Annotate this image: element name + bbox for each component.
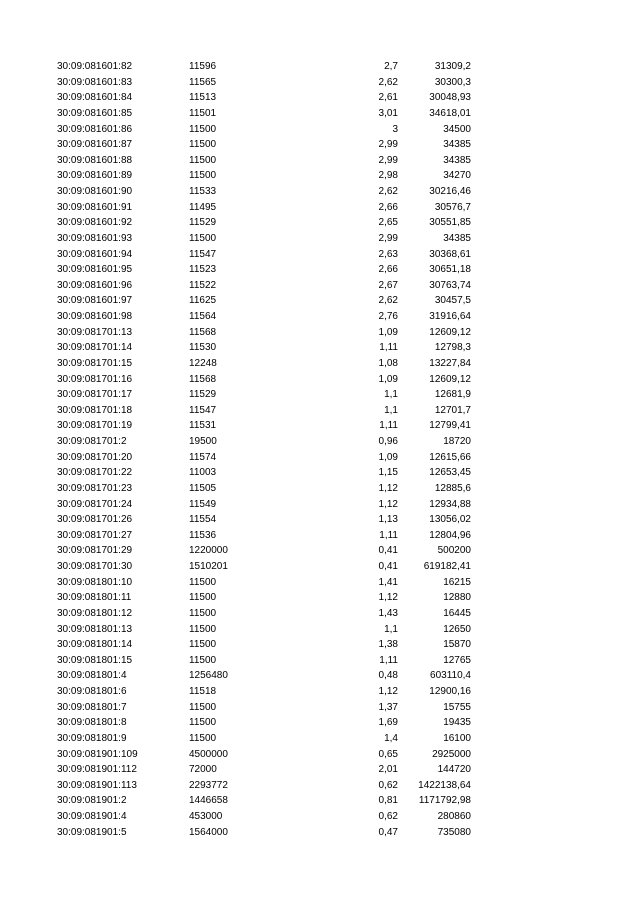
value-cell: 11500 (189, 592, 217, 604)
table-row (57, 215, 471, 231)
amount-cell: 144720 (437, 764, 471, 776)
value-cell: 11531 (189, 420, 217, 432)
cadastral-number-cell: 30:09:081701:22 (57, 467, 133, 479)
table-row (57, 90, 471, 106)
rate-cell: 1,11 (379, 342, 398, 354)
table-row (57, 122, 471, 138)
value-cell: 11574 (189, 451, 217, 463)
value-cell: 11500 (189, 654, 217, 666)
table-row (57, 106, 471, 122)
value-cell: 11518 (189, 686, 217, 697)
amount-cell: 12885,6 (434, 482, 471, 494)
cadastral-number-cell: 30:09:081601:84 (57, 92, 133, 104)
table-row (57, 434, 471, 450)
table-row (57, 653, 471, 669)
rate-cell: 1,1 (384, 404, 398, 416)
table-row (57, 512, 471, 528)
cadastral-number-cell: 30:09:081701:29 (57, 545, 133, 557)
rate-cell: 0,62 (378, 779, 398, 791)
rate-cell: 2,01 (378, 764, 398, 776)
cadastral-number-cell: 30:09:081801:4 (57, 670, 127, 682)
rate-cell: 3,01 (378, 107, 398, 119)
table-row (57, 497, 471, 513)
amount-cell: 280860 (437, 811, 471, 822)
cadastral-number-cell: 30:09:081601:96 (57, 279, 133, 291)
table-row (57, 59, 471, 75)
value-cell: 11547 (189, 404, 217, 416)
rate-cell: 1,12 (378, 482, 398, 494)
value-cell: 11500 (189, 607, 217, 619)
rate-cell: 1,11 (379, 654, 398, 666)
amount-cell: 1171792,98 (418, 795, 471, 807)
value-cell: 11500 (189, 139, 217, 151)
value-cell: 11500 (189, 717, 217, 729)
amount-cell: 34385 (443, 139, 471, 151)
table-row (57, 247, 471, 263)
cadastral-number-cell: 30:09:081601:88 (57, 154, 133, 166)
amount-cell: 34270 (443, 170, 471, 182)
value-cell: 11505 (189, 482, 217, 494)
value-cell: 453000 (189, 811, 223, 822)
amount-cell: 30651,18 (429, 264, 471, 276)
rate-cell: 2,62 (378, 186, 398, 197)
rate-cell: 1,12 (378, 686, 398, 697)
cadastral-number-cell: 30:09:081701:2 (57, 436, 127, 447)
cadastral-number-cell: 30:09:081801:9 (57, 732, 127, 744)
table-row (57, 356, 471, 372)
rate-cell: 0,96 (378, 436, 398, 447)
value-cell: 11596 (189, 61, 217, 72)
amount-cell: 13227,84 (429, 357, 471, 369)
cadastral-number-cell: 30:09:081601:98 (57, 311, 133, 322)
value-cell: 11500 (189, 576, 217, 588)
table-row (57, 590, 471, 606)
table-row (57, 372, 471, 388)
rate-cell: 2,66 (378, 201, 398, 213)
value-cell: 11495 (189, 201, 217, 213)
value-cell: 11568 (189, 326, 217, 338)
amount-cell: 30576,7 (434, 201, 471, 213)
cadastral-number-cell: 30:09:081701:20 (57, 451, 133, 463)
table-row (57, 325, 471, 341)
amount-cell: 30216,46 (429, 186, 471, 197)
amount-cell: 30300,3 (434, 76, 471, 88)
rate-cell: 1,38 (378, 639, 398, 651)
value-cell: 11549 (189, 498, 217, 510)
cadastral-number-cell: 30:09:081801:11 (57, 592, 132, 604)
rate-cell: 0,48 (378, 670, 398, 682)
value-cell: 2293772 (189, 779, 228, 791)
rate-cell: 2,98 (378, 170, 398, 182)
amount-cell: 735080 (437, 826, 471, 838)
rate-cell: 2,66 (378, 264, 398, 276)
value-cell: 11500 (189, 154, 217, 166)
cadastral-number-cell: 30:09:081701:19 (57, 420, 133, 432)
cadastral-number-cell: 30:09:081801:13 (57, 623, 133, 635)
value-cell: 11500 (189, 732, 217, 744)
rate-cell: 1,69 (378, 717, 398, 729)
value-cell: 11500 (189, 123, 217, 135)
cadastral-number-cell: 30:09:081601:82 (57, 61, 133, 72)
rate-cell: 2,7 (384, 61, 398, 72)
cadastral-number-cell: 30:09:081901:2 (57, 795, 127, 807)
value-cell: 11500 (189, 639, 217, 651)
rate-cell: 1,12 (378, 592, 398, 604)
table-row (57, 575, 471, 591)
cadastral-number-cell: 30:09:081601:89 (57, 170, 133, 182)
rate-cell: 1,1 (384, 623, 398, 635)
amount-cell: 16215 (443, 576, 471, 588)
value-cell: 1510201 (189, 561, 228, 572)
amount-cell: 12650 (443, 623, 471, 635)
value-cell: 4500000 (189, 748, 228, 760)
rate-cell: 1,09 (378, 326, 398, 338)
rate-cell: 0,62 (378, 811, 398, 822)
amount-cell: 18720 (443, 436, 471, 447)
table-row (57, 200, 471, 216)
amount-cell: 12653,45 (429, 467, 471, 479)
table-row (57, 262, 471, 278)
table-row (57, 293, 471, 309)
cadastral-number-cell: 30:09:081901:4 (57, 811, 127, 822)
cadastral-number-cell: 30:09:081601:86 (57, 123, 133, 135)
amount-cell: 31309,2 (434, 61, 471, 72)
cadastral-number-cell: 30:09:081901:109 (57, 748, 138, 760)
value-cell: 11564 (189, 311, 217, 322)
table-row (57, 684, 471, 700)
table-row (57, 340, 471, 356)
amount-cell: 19435 (443, 717, 471, 729)
table-row (57, 309, 471, 325)
rate-cell: 2,67 (378, 279, 398, 291)
rate-cell: 0,47 (378, 826, 398, 838)
table-row (57, 418, 471, 434)
amount-cell: 2925000 (432, 748, 471, 760)
amount-cell: 30763,74 (429, 279, 471, 291)
rate-cell: 2,99 (378, 232, 398, 244)
amount-cell: 500200 (437, 545, 471, 557)
value-cell: 11500 (189, 701, 217, 713)
value-cell: 11625 (189, 295, 217, 307)
rate-cell: 1,11 (379, 420, 398, 432)
cadastral-number-cell: 30:09:081601:87 (57, 139, 133, 151)
amount-cell: 13056,02 (429, 514, 471, 526)
amount-cell: 12765 (443, 654, 471, 666)
cadastral-number-cell: 30:09:081601:97 (57, 295, 133, 307)
cadastral-number-cell: 30:09:081701:26 (57, 514, 133, 526)
amount-cell: 12934,88 (429, 498, 471, 510)
value-cell: 11500 (189, 232, 217, 244)
rate-cell: 2,65 (378, 217, 398, 229)
value-cell: 11003 (189, 467, 217, 479)
table-row (57, 403, 471, 419)
value-cell: 11500 (189, 623, 217, 635)
value-cell: 72000 (189, 764, 217, 776)
rate-cell: 1,43 (378, 607, 398, 619)
amount-cell: 12609,12 (429, 326, 471, 338)
cadastral-number-cell: 30:09:081601:94 (57, 248, 133, 260)
cadastral-number-cell: 30:09:081801:15 (57, 654, 133, 666)
cadastral-number-cell: 30:09:081601:85 (57, 107, 133, 119)
rate-cell: 2,76 (378, 311, 398, 322)
amount-cell: 34618,01 (429, 107, 471, 119)
cadastral-number-cell: 30:09:081801:12 (57, 607, 133, 619)
amount-cell: 12681,9 (434, 389, 471, 401)
rate-cell: 1,12 (378, 498, 398, 510)
cadastral-number-cell: 30:09:081701:15 (57, 357, 133, 369)
amount-cell: 12900,16 (429, 686, 471, 697)
amount-cell: 12880 (443, 592, 471, 604)
table-row (57, 168, 471, 184)
value-cell: 11547 (189, 248, 217, 260)
cadastral-number-cell: 30:09:081601:92 (57, 217, 133, 229)
cadastral-number-cell: 30:09:081601:91 (57, 201, 133, 213)
table-row (57, 137, 471, 153)
data-table (57, 59, 471, 840)
table-row (57, 184, 471, 200)
cadastral-number-cell: 30:09:081701:13 (57, 326, 133, 338)
table-row (57, 606, 471, 622)
rate-cell: 0,41 (378, 561, 398, 572)
amount-cell: 34385 (443, 232, 471, 244)
amount-cell: 31916,64 (429, 311, 471, 322)
amount-cell: 12798,3 (434, 342, 471, 354)
value-cell: 11529 (189, 389, 217, 401)
table-row (57, 559, 471, 575)
rate-cell: 2,63 (378, 248, 398, 260)
table-row (57, 715, 471, 731)
amount-cell: 12609,12 (429, 373, 471, 385)
cadastral-number-cell: 30:09:081701:18 (57, 404, 133, 416)
rate-cell: 1,41 (378, 576, 398, 588)
rate-cell: 1,13 (378, 514, 398, 526)
value-cell: 1220000 (189, 545, 228, 557)
amount-cell: 12615,66 (429, 451, 471, 463)
table-row (57, 825, 471, 841)
rate-cell: 0,81 (378, 795, 398, 807)
cadastral-number-cell: 30:09:081701:23 (57, 482, 133, 494)
value-cell: 11529 (189, 217, 217, 229)
table-row (57, 731, 471, 747)
rate-cell: 2,99 (378, 139, 398, 151)
cadastral-number-cell: 30:09:081701:30 (57, 561, 133, 572)
value-cell: 19500 (189, 436, 217, 447)
amount-cell: 30551,85 (429, 217, 471, 229)
cadastral-number-cell: 30:09:081801:8 (57, 717, 127, 729)
amount-cell: 30368,61 (429, 248, 471, 260)
value-cell: 12248 (189, 357, 217, 369)
rate-cell: 1,15 (378, 467, 398, 479)
value-cell: 11565 (189, 76, 217, 88)
rate-cell: 1,4 (384, 732, 398, 744)
table-row (57, 668, 471, 684)
rate-cell: 1,37 (378, 701, 398, 713)
cadastral-number-cell: 30:09:081701:17 (57, 389, 133, 401)
value-cell: 11533 (189, 186, 217, 197)
cadastral-number-cell: 30:09:081901:5 (57, 826, 127, 838)
table-row (57, 762, 471, 778)
table-row (57, 793, 471, 809)
value-cell: 11522 (189, 279, 217, 291)
amount-cell: 15755 (443, 701, 471, 713)
table-row (57, 809, 471, 825)
amount-cell: 16445 (443, 607, 471, 619)
value-cell: 1256480 (189, 670, 228, 682)
amount-cell: 12799,41 (429, 420, 471, 432)
table-row (57, 465, 471, 481)
rate-cell: 0,65 (378, 748, 398, 760)
table-row (57, 481, 471, 497)
cadastral-number-cell: 30:09:081701:27 (57, 529, 133, 541)
cadastral-number-cell: 30:09:081601:83 (57, 76, 133, 88)
value-cell: 11536 (189, 529, 217, 541)
amount-cell: 619182,41 (423, 561, 471, 572)
rate-cell: 3 (392, 123, 398, 135)
value-cell: 11568 (189, 373, 217, 385)
table-row (57, 387, 471, 403)
cadastral-number-cell: 30:09:081701:14 (57, 342, 133, 354)
table-row (57, 153, 471, 169)
value-cell: 11513 (189, 92, 217, 104)
cadastral-number-cell: 30:09:081701:24 (57, 498, 133, 510)
table-row (57, 778, 471, 794)
table-row (57, 700, 471, 716)
value-cell: 11501 (189, 107, 217, 119)
amount-cell: 12701,7 (434, 404, 471, 416)
table-row (57, 278, 471, 294)
cadastral-number-cell: 30:09:081801:7 (57, 701, 127, 713)
table-row (57, 231, 471, 247)
rate-cell: 1,09 (378, 373, 398, 385)
amount-cell: 30048,93 (429, 92, 471, 104)
amount-cell: 12804,96 (429, 529, 471, 541)
value-cell: 1564000 (189, 826, 228, 838)
table-row (57, 528, 471, 544)
rate-cell: 1,08 (378, 357, 398, 369)
table-row (57, 747, 471, 763)
value-cell: 1446658 (189, 795, 228, 807)
cadastral-number-cell: 30:09:081601:93 (57, 232, 133, 244)
cadastral-number-cell: 30:09:081601:95 (57, 264, 133, 276)
rate-cell: 1,09 (378, 451, 398, 463)
rate-cell: 1,1 (384, 389, 398, 401)
value-cell: 11554 (189, 514, 217, 526)
cadastral-number-cell: 30:09:081701:16 (57, 373, 133, 385)
cadastral-number-cell: 30:09:081801:6 (57, 686, 127, 697)
table-row (57, 637, 471, 653)
rate-cell: 2,61 (378, 92, 398, 104)
amount-cell: 30457,5 (434, 295, 471, 307)
value-cell: 11523 (189, 264, 217, 276)
amount-cell: 1422138,64 (418, 779, 471, 791)
table-body (57, 59, 471, 840)
rate-cell: 2,62 (378, 295, 398, 307)
rate-cell: 2,99 (378, 154, 398, 166)
cadastral-number-cell: 30:09:081901:112 (57, 764, 137, 776)
amount-cell: 34385 (443, 154, 471, 166)
cadastral-number-cell: 30:09:081601:90 (57, 186, 133, 197)
value-cell: 11500 (189, 170, 217, 182)
rate-cell: 2,62 (378, 76, 398, 88)
table-row (57, 450, 471, 466)
cadastral-number-cell: 30:09:081801:10 (57, 576, 133, 588)
amount-cell: 603110,4 (430, 670, 471, 682)
amount-cell: 15870 (443, 639, 471, 651)
cadastral-number-cell: 30:09:081801:14 (57, 639, 133, 651)
amount-cell: 34500 (443, 123, 471, 135)
table-row (57, 75, 471, 91)
value-cell: 11530 (189, 342, 217, 354)
amount-cell: 16100 (443, 732, 471, 744)
cadastral-number-cell: 30:09:081901:113 (57, 779, 137, 791)
table-row (57, 622, 471, 638)
rate-cell: 1,11 (379, 529, 398, 541)
rate-cell: 0,41 (378, 545, 398, 557)
table-row (57, 543, 471, 559)
